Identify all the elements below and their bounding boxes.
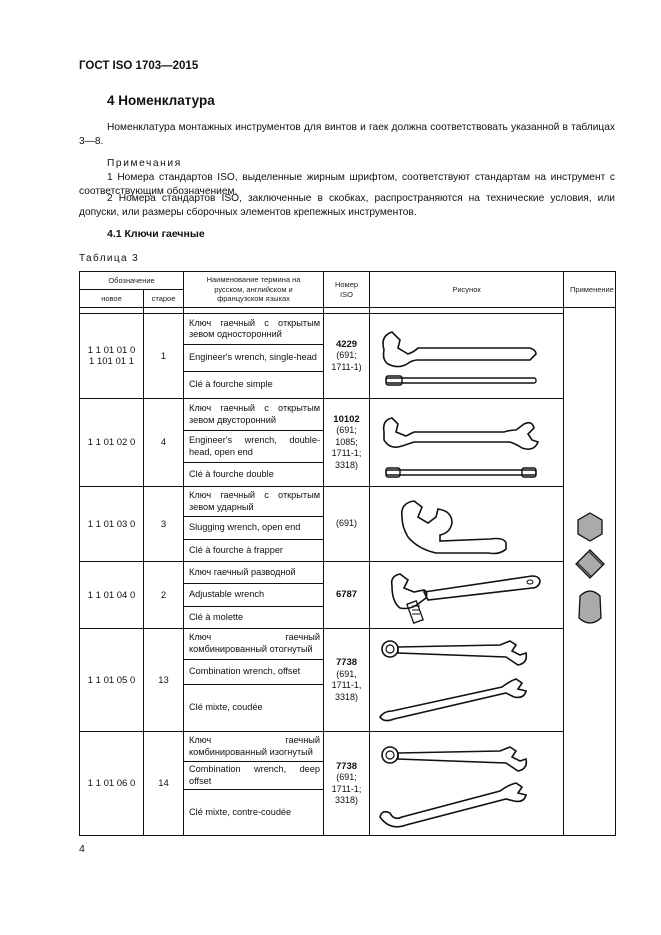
row3-old: 3 bbox=[144, 487, 184, 562]
nut-shapes-icon bbox=[564, 308, 616, 828]
header-old: старое bbox=[144, 290, 184, 308]
row6-term-fr: Clé mixte, contre-coudée bbox=[184, 790, 324, 836]
row4-iso: 6787 bbox=[324, 562, 370, 629]
row4-old: 2 bbox=[144, 562, 184, 629]
row5-code: 1 1 01 05 0 bbox=[80, 629, 144, 732]
page-number: 4 bbox=[79, 843, 85, 855]
row5-term-en: Combination wrench, offset bbox=[184, 659, 324, 684]
application-cell bbox=[564, 308, 616, 836]
row1-term-ru: Ключ гаечный с открытым зевом односторонний bbox=[184, 314, 324, 345]
row3-term-fr: Clé à fourche à frapper bbox=[184, 539, 324, 561]
row1-old: 1 bbox=[144, 314, 184, 399]
row1-term-en: Engineer's wrench, single-head bbox=[184, 345, 324, 372]
row3-term-en: Slugging wrench, open end bbox=[184, 517, 324, 539]
header-new: новое bbox=[80, 290, 144, 308]
intro-paragraph: Номенклатура монтажных инструментов для винтов и гаек должна соответствовать указанной в таблицах 3—8. bbox=[79, 122, 615, 147]
header-iso: Номер ISO bbox=[324, 272, 370, 308]
nomenclature-table bbox=[79, 271, 616, 836]
header-designation: Обозначение bbox=[80, 272, 184, 290]
row5-old: 13 bbox=[144, 629, 184, 732]
double-head-wrench-icon bbox=[370, 400, 564, 486]
row2-old: 4 bbox=[144, 399, 184, 487]
header-application: Применение bbox=[564, 272, 616, 308]
combination-deep-offset-wrench-icon bbox=[370, 733, 564, 835]
row6-old: 14 bbox=[144, 732, 184, 836]
row6-figure bbox=[370, 732, 564, 836]
header-figure: Рисунок bbox=[370, 272, 564, 308]
row3-iso: (691) bbox=[324, 487, 370, 562]
row5-term-fr: Clé mixte, coudée bbox=[184, 684, 324, 731]
row4-term-fr: Clé à molette bbox=[184, 606, 324, 628]
row4-figure bbox=[370, 562, 564, 629]
row4-code: 1 1 01 04 0 bbox=[80, 562, 144, 629]
combination-offset-wrench-icon bbox=[370, 629, 564, 731]
adjustable-wrench-icon bbox=[370, 562, 564, 628]
row2-term-fr: Clé à fourche double bbox=[184, 463, 324, 487]
row6-code: 1 1 01 06 0 bbox=[80, 732, 144, 836]
note-2: 2 Номера стандартов ISO, заключенные в скобках, распространяются на технические условия, или допуски, или размеры сборочных элементов крепежных инструментов. bbox=[79, 193, 615, 218]
row3-code: 1 1 01 03 0 bbox=[80, 487, 144, 562]
slugging-wrench-icon bbox=[370, 487, 564, 561]
row1-term-fr: Clé à fourche simple bbox=[184, 372, 324, 399]
table-caption: Таблица 3 bbox=[79, 253, 140, 264]
row5-figure bbox=[370, 629, 564, 732]
header-term: Наименование термина на русском, английском и французском языках bbox=[184, 272, 324, 308]
note-1: 1 Номера стандартов ISO, выделенные жирным шрифтом, соответствуют стандартам на инструмент с соответствующим обозначением. bbox=[79, 172, 615, 197]
section-title: 4 Номенклатура bbox=[107, 93, 215, 108]
row5-term-ru: Ключ гаечный комбинированный отогнутый bbox=[184, 629, 324, 660]
row3-figure bbox=[370, 487, 564, 562]
row6-term-en: Combination wrench, deep offset bbox=[184, 762, 324, 790]
row6-term-ru: Ключ гаечный комбинированный изогнутый bbox=[184, 732, 324, 762]
row2-term-en: Engineer's wrench, double-head, open end bbox=[184, 431, 324, 463]
row4-term-ru: Ключ гаечный разводной bbox=[184, 562, 324, 584]
row2-code: 1 1 01 02 0 bbox=[80, 399, 144, 487]
row5-iso: 7738 (691, 1711-1, 3318) bbox=[324, 629, 370, 732]
row3-term-ru: Ключ гаечный с открытым зевом ударный bbox=[184, 487, 324, 517]
notes-title: Примечания bbox=[107, 158, 182, 169]
document-header: ГОСТ ISO 1703—2015 bbox=[79, 60, 199, 72]
row2-figure bbox=[370, 399, 564, 487]
row2-iso: 10102 (691; 1085; 1711-1; 3318) bbox=[324, 399, 370, 487]
row1-figure bbox=[370, 314, 564, 399]
subsection-title: 4.1 Ключи гаечные bbox=[107, 228, 205, 240]
row6-iso: 7738 (691; 1711-1; 3318) bbox=[324, 732, 370, 836]
single-head-wrench-icon bbox=[370, 314, 564, 398]
row2-term-ru: Ключ гаечный с открытым зевом двусторонний bbox=[184, 399, 324, 431]
row1-iso: 4229 (691; 1711-1) bbox=[324, 314, 370, 399]
row1-code: 1 1 01 01 0 1 101 01 1 bbox=[80, 314, 144, 399]
row4-term-en: Adjustable wrench bbox=[184, 584, 324, 606]
